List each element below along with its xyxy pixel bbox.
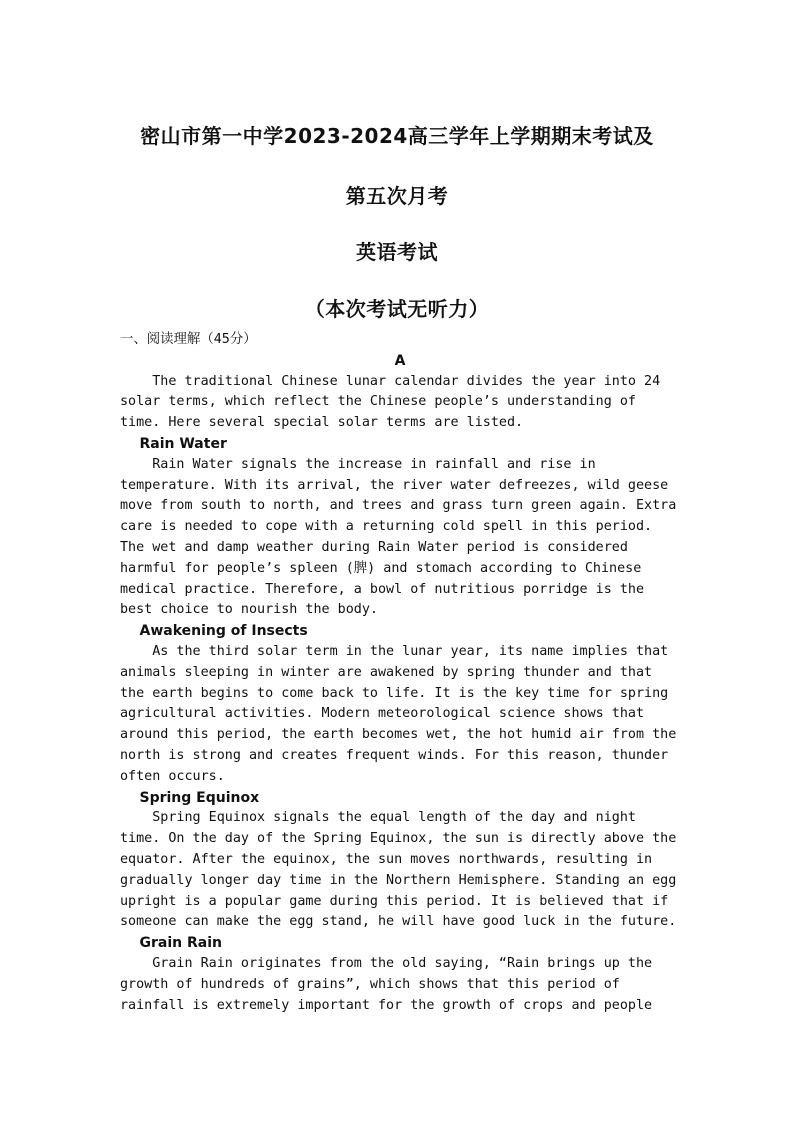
paragraph-line: Grain Rain originates from the old saying, “Rain brings up the xyxy=(120,955,653,971)
paragraph-line: around this period, the earth becomes wet, the hot humid air from the xyxy=(120,727,677,743)
intro-line: solar terms, which reflect the Chinese people’s understanding of xyxy=(120,394,636,410)
paragraph-line: care is needed to cope with a returning cold spell in this period. xyxy=(120,519,653,535)
intro-line: time. Here several special solar terms are listed. xyxy=(120,415,524,431)
term-name: Rain Water xyxy=(139,435,227,452)
paragraph-line: The wet and damp weather during Rain Water period is considered xyxy=(120,539,628,555)
exam-title-line2: 第五次月考 xyxy=(345,184,449,208)
exam-note: （本次考试无听力） xyxy=(304,297,490,321)
paragraph-line: rainfall is extremely important for the growth of crops and people xyxy=(120,997,653,1013)
paragraph-line: time. On the day of the Spring Equinox, the sun is directly above the xyxy=(120,831,677,847)
paragraph-line: north is strong and creates frequent winds. For this reason, thunder xyxy=(120,747,669,763)
paragraph-line: best choice to nourish the body. xyxy=(120,602,378,618)
paragraph-line: animals sleeping in winter are awakened by spring thunder and that xyxy=(120,664,653,680)
paragraph-line: someone can make the egg stand, he will have good luck in the future. xyxy=(120,914,677,930)
term-grain-rain xyxy=(120,933,680,1016)
passage-intro xyxy=(120,372,680,434)
paragraph-line: the earth begins to come back to life. It is the key time for spring xyxy=(120,685,669,701)
term-spring-equinox xyxy=(120,788,680,934)
term-heading xyxy=(120,621,680,642)
paragraph-line: agricultural activities. Modern meteorological science shows that xyxy=(120,706,645,722)
reading-section xyxy=(120,330,680,1016)
term-heading xyxy=(120,788,680,809)
term-name: Awakening of Insects xyxy=(139,623,308,640)
paragraph-line: temperature. With its arrival, the river water defreezes, wild geese xyxy=(120,477,669,493)
paragraph-line: move from south to north, and trees and grass turn green again. Extra xyxy=(120,498,677,514)
term-awakening-of-insects xyxy=(120,621,680,787)
term-heading xyxy=(120,933,680,954)
term-rain-water xyxy=(120,434,680,621)
paragraph-line: often occurs. xyxy=(120,768,225,784)
exam-subject: 英语考试 xyxy=(356,240,438,264)
paragraph-line: Rain Water signals the increase in rainfall and rise in xyxy=(120,456,596,472)
paragraph-line: As the third solar term in the lunar year, its name implies that xyxy=(120,643,669,659)
paragraph-line: harmful for people’s spleen (脾) and stomach according to Chinese xyxy=(120,560,642,576)
paragraph-line: equator. After the equinox, the sun moves northwards, resulting in xyxy=(120,851,653,867)
paragraph-line: medical practice. Therefore, a bowl of nutritious porridge is the xyxy=(120,581,645,597)
term-name: Spring Equinox xyxy=(139,789,260,806)
paragraph-line: upright is a popular game during this period. It is believed that if xyxy=(120,893,669,909)
paragraph-line: gradually longer day time in the Northern Hemisphere. Standing an egg xyxy=(120,872,677,888)
term-name: Grain Rain xyxy=(139,935,222,952)
section-heading: 一、阅读理解（45分） xyxy=(120,332,257,347)
paragraph-line: growth of hundreds of grains”, which shows that this period of xyxy=(120,976,620,992)
intro-line: The traditional Chinese lunar calendar divides the year into 24 xyxy=(120,373,661,389)
paragraph-line: Spring Equinox signals the equal length of the day and night xyxy=(120,810,636,826)
exam-title-line1: 密山市第一中学2023-2024高三学年上学期期末考试及 xyxy=(140,124,654,148)
term-heading xyxy=(120,434,680,455)
passage-label: A xyxy=(394,352,406,369)
